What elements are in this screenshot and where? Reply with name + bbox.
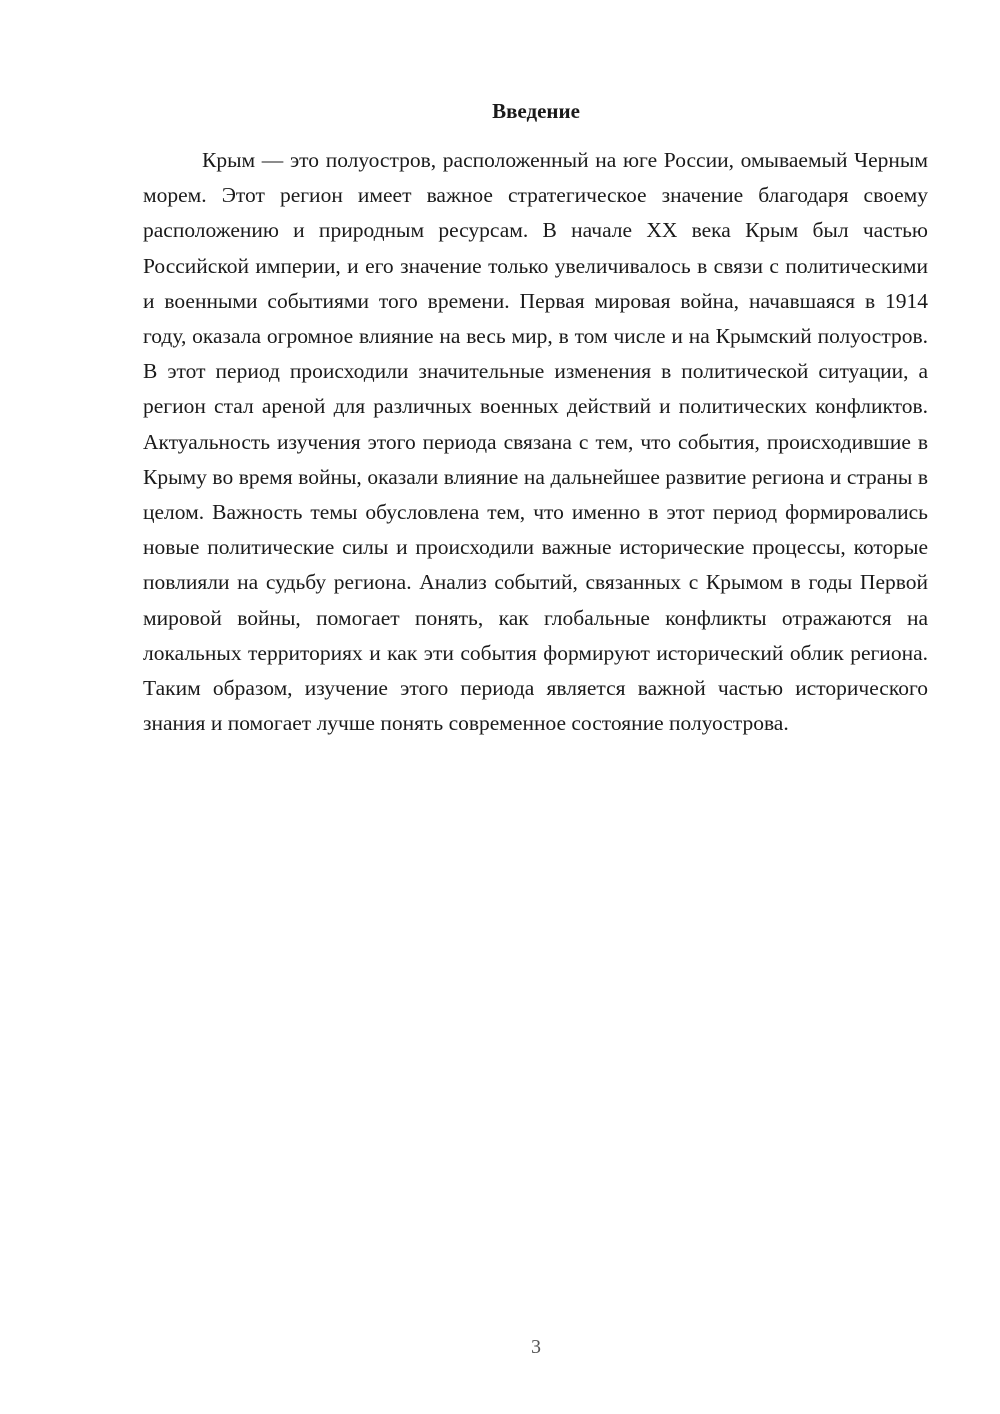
intro-paragraph: Крым — это полуостров, расположенный на юге России, омываемый Черным морем. Этот регион имеет важное стратегическое значение благодаря своему расположению и природным ресурсам. В начале XX века Крым был частью Российской империи, и его значение только увеличивалось в связи с политическими и военными событиями того времени. Первая мировая война, начавшаяся в 1914 году, оказала огромное влияние на весь мир, в том числе и на Крымский полуостров. В этот период происходили значительные изменения в политической ситуации, а регион стал ареной для различных военных действий и политических конфликтов. Актуальность изучения этого периода связана с тем, что события, происходившие в Крыму во время войны, оказали влияние на дальнейшее развитие региона и страны в целом. Важность темы обусловлена тем, что именно в этот период формировались новые политические силы и происходили важные исторические процессы, которые повлияли на судьбу региона. Анализ событий, связанных с Крымом в годы Первой мировой войны, помогает понять, как глобальные конфликты отражаются на локальных территориях и как эти события формируют исторический облик региона. Таким образом, изучение этого периода является важной частью исторического знания и помогает лучше понять современное состояние полуострова. [143, 148, 928, 736]
section-title: Введение [492, 99, 580, 123]
page-number: 3 [531, 1336, 541, 1358]
